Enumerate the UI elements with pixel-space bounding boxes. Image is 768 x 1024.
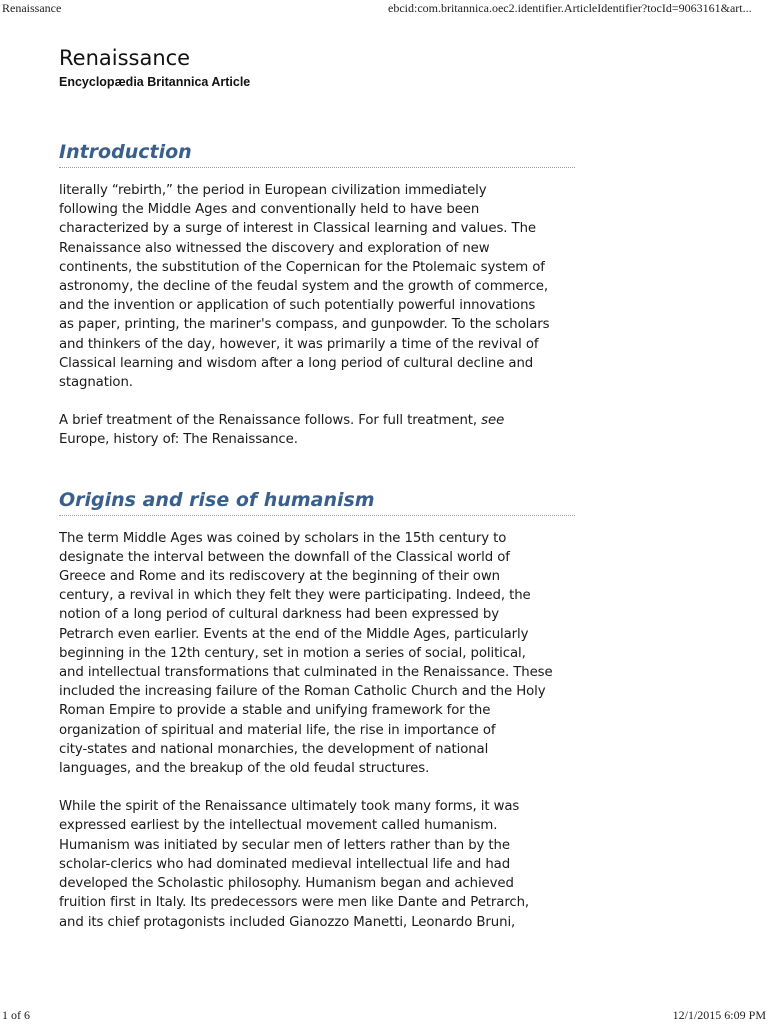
treatment-note — [59, 411, 575, 449]
treatment-note-before: A brief treatment of the Renaissance follows. For full treatment, — [59, 413, 482, 429]
print-header-title: Renaissance — [2, 1, 62, 15]
article-title: Renaissance — [59, 46, 191, 70]
print-datetime: 12/1/2015 6:09 PM — [672, 1008, 766, 1022]
intro-paragraph: literally “rebirth,” the period in European civilization immediately following the Middle Ages and conventionally held to have been characterized by a surge of interest in Classical learning and values. The Renaissance also witnessed the discovery and exploration of new continents, the substitution of the Copernican for the Ptolemaic system of astronomy, the decline of the feudal system and the growth of commerce, and the invention or application of such potentially powerful innovations as paper, printing, the mariner's compass, and gunpowder. To the scholars and thinkers of the day, however, it was primarily a time of the revival of Classical learning and wisdom after a long period of cultural decline and stagnation. — [59, 183, 550, 391]
origins-paragraph-1: The term Middle Ages was coined by scholars in the 15th century to designate the interval between the downfall of the Classical world of Greece and Rome and its rediscovery at the beginning of their own century, a revival in which they felt they were participating. Indeed, the notion of a long period of cultural darkness had been expressed by Petrarch even earlier. Events at the end of the Middle Ages, particularly beginning in the 12th century, set in motion a series of social, political, and intellectual transformations that culminated in the Renaissance. These included the increasing failure of the Roman Catholic Church and the Holy Roman Empire to provide a stable and unifying framework for the organization of spiritual and material life, the rise in importance of city-states and national monarchies, the development of national languages, and the breakup of the old feudal structures. — [59, 530, 553, 777]
print-header-url: ebcid:com.britannica.oec2.identifier.ArticleIdentifier?tocId=9063161&art... — [388, 1, 752, 15]
treatment-note-link: Europe, history of: The Renaissance. — [59, 432, 298, 448]
page-number: 1 of 6 — [2, 1008, 30, 1022]
print-header — [0, 0, 768, 16]
article-subtitle: Encyclopædia Britannica Article — [59, 75, 251, 89]
article — [59, 44, 575, 932]
section-heading-introduction: Introduction — [59, 140, 575, 168]
origins-paragraph-2: While the spirit of the Renaissance ultimately took many forms, it was expressed earliest by the intellectual movement called humanism. Humanism was initiated by secular men of letters rather than by the scholar-clerics who had dominated medieval intellectual life and had developed the Scholastic philosophy. Humanism began and achieved fruition first in Italy. Its predecessors were men like Dante and Petrarch, and its chief protagonists included Gianozzo Manetti, Leonardo Bruni, — [59, 799, 530, 930]
section-heading-origins: Origins and rise of humanism — [59, 488, 575, 516]
treatment-note-see: see — [481, 413, 505, 429]
print-footer — [0, 1007, 768, 1023]
